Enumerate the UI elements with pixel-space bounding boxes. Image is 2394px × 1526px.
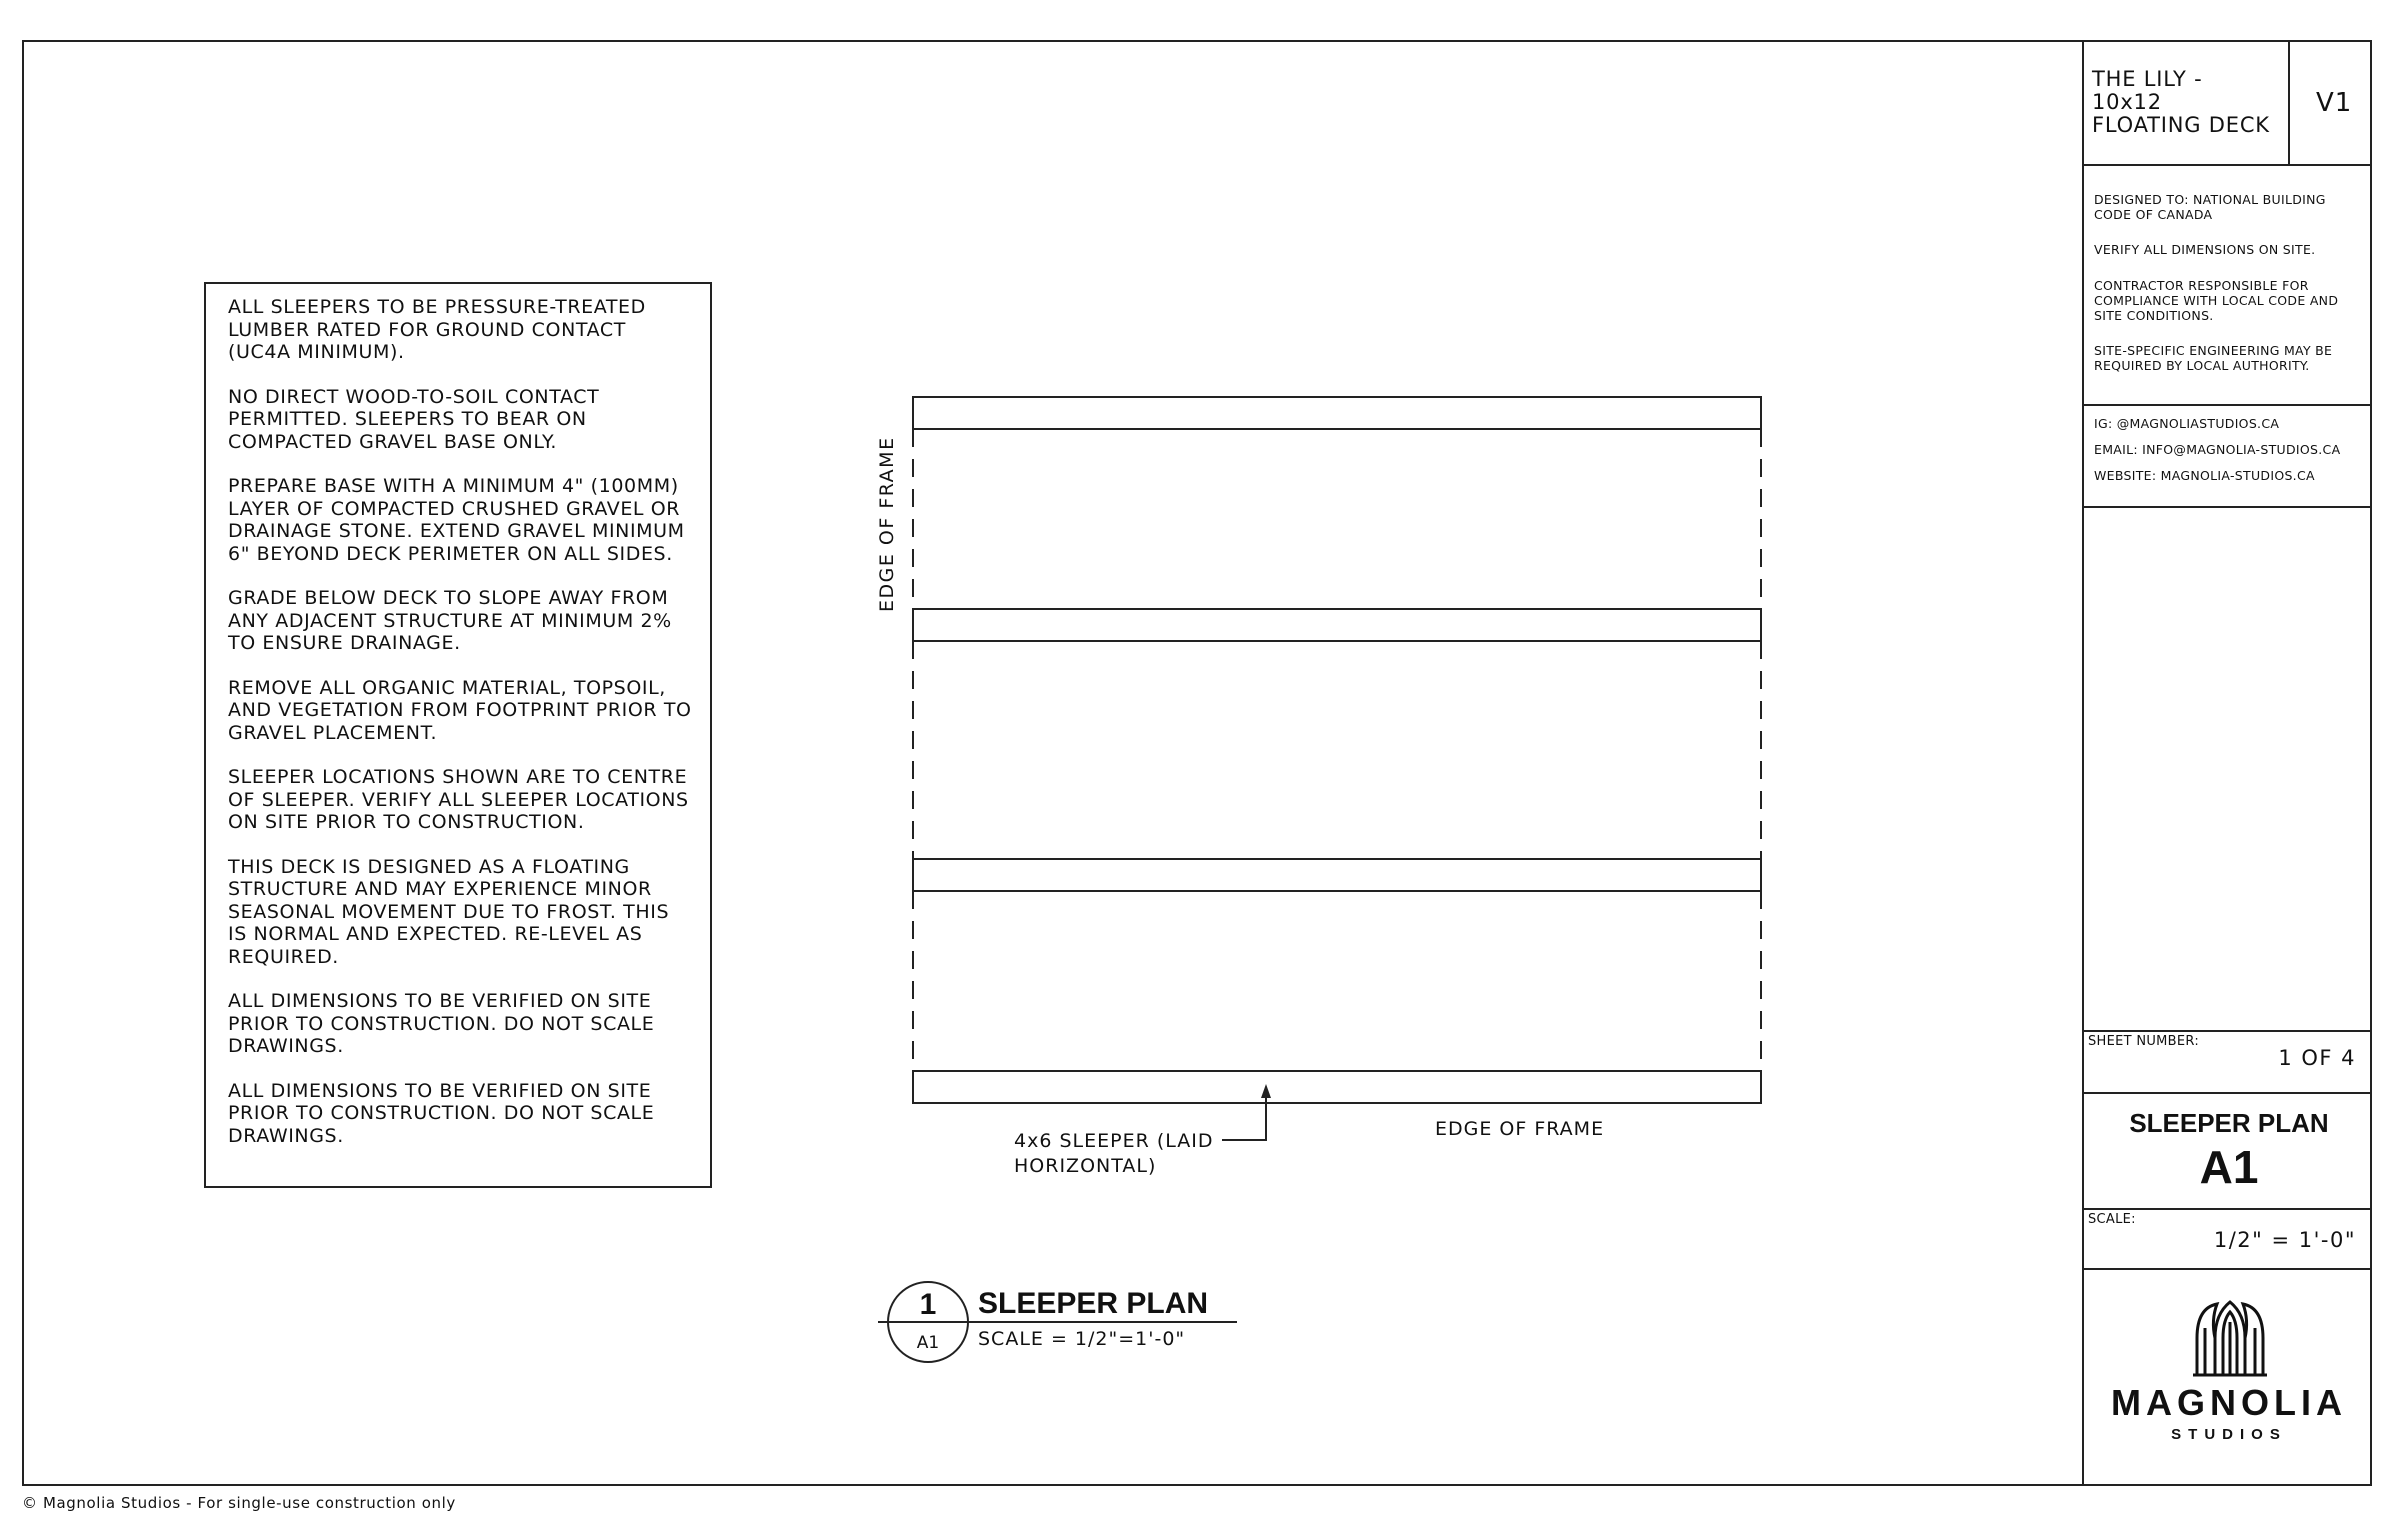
note-9: ALL DIMENSIONS TO BE VERIFIED ON SITE PRIOR TO CONSTRUCTION. DO NOT SCALE DRAWINGS. <box>228 1079 655 1147</box>
tb-note-2: VERIFY ALL DIMENSIONS ON SITE. <box>2094 242 2316 257</box>
project-title-line1: THE LILY - <box>2092 67 2203 91</box>
note-3: PREPARE BASE WITH A MINIMUM 4" (100MM) LAYER OF COMPACTED CRUSHED GRAVEL OR DRAINAGE STONE. EXTEND GRAVEL MINIMUM 6" BEYOND DECK PERIMETER ON ALL SIDES. <box>228 475 685 565</box>
sleeper-4 <box>913 1071 1761 1103</box>
sleeper-3 <box>913 859 1761 891</box>
divider-line <box>2084 404 2372 406</box>
callout-scale: SCALE = 1/2"=1'-0" <box>978 1328 1186 1350</box>
sleeper-label-line2: HORIZONTAL) <box>1014 1155 1157 1177</box>
sheet-id: A1 <box>2199 1141 2259 1193</box>
divider-line <box>2084 506 2372 508</box>
logo-name: MAGNOLIA <box>2111 1382 2347 1423</box>
divider-line <box>2084 1268 2372 1270</box>
divider-line <box>2084 1030 2372 1032</box>
scale-value: 1/2" = 1'-0" <box>2213 1228 2356 1252</box>
divider-line <box>2084 1092 2372 1094</box>
sheet-number-value: 1 OF 4 <box>2278 1046 2356 1070</box>
version-label: V1 <box>2316 88 2353 118</box>
contact-ig: IG: @MAGNOLIASTUDIOS.CA <box>2094 416 2280 431</box>
tb-note-3: CONTRACTOR RESPONSIBLE FOR COMPLIANCE WITH LOCAL CODE AND SITE CONDITIONS. <box>2094 278 2339 323</box>
callout-number: 1 <box>919 1288 937 1321</box>
callout-title: SLEEPER PLAN <box>978 1287 1209 1320</box>
contact-website: WEBSITE: MAGNOLIA-STUDIOS.CA <box>2094 468 2315 483</box>
sleeper-1 <box>913 397 1761 429</box>
edge-of-frame-side-label: EDGE OF FRAME <box>876 436 898 612</box>
contact-email: EMAIL: INFO@MAGNOLIA-STUDIOS.CA <box>2094 442 2341 457</box>
note-5: REMOVE ALL ORGANIC MATERIAL, TOPSOIL, AND VEGETATION FROM FOOTPRINT PRIOR TO GRAVEL PLACEMENT. <box>228 676 692 744</box>
frame-edge-lines <box>913 429 1761 1071</box>
project-title <box>2092 68 2292 137</box>
note-2: NO DIRECT WOOD-TO-SOIL CONTACT PERMITTED. SLEEPERS TO BEAR ON COMPACTED GRAVEL BASE ONLY. <box>228 385 600 453</box>
divider-line <box>2084 164 2372 166</box>
sleeper-label-line1: 4x6 SLEEPER (LAID <box>1014 1130 1214 1152</box>
sleeper-2 <box>913 609 1761 641</box>
edge-of-frame-bottom-label: EDGE OF FRAME <box>1435 1118 1605 1140</box>
title-block <box>2082 40 2372 1486</box>
footer-copyright: © Magnolia Studios - For single-use construction only <box>22 1494 456 1512</box>
project-title-line2: 10x12 <box>2092 90 2162 114</box>
magnolia-logo-icon <box>2189 1298 2271 1378</box>
project-title-line3: FLOATING DECK <box>2092 113 2270 137</box>
divider-line <box>2084 1208 2372 1210</box>
sheet-number-label: SHEET NUMBER: <box>2088 1034 2200 1049</box>
leader-arrowhead <box>1261 1084 1271 1098</box>
note-7: THIS DECK IS DESIGNED AS A FLOATING STRUCTURE AND MAY EXPERIENCE MINOR SEASONAL MOVEMENT DUE TO FROST. THIS IS NORMAL AND EXPECTED. RE-LEVEL AS REQUIRED. <box>228 855 670 968</box>
note-6: SLEEPER LOCATIONS SHOWN ARE TO CENTRE OF SLEEPER. VERIFY ALL SLEEPER LOCATIONS ON SITE PRIOR TO CONSTRUCTION. <box>228 766 689 833</box>
sheet-title: SLEEPER PLAN <box>2129 1108 2329 1138</box>
sleeper-leader-line <box>1222 1088 1266 1140</box>
scale-label: SCALE: <box>2088 1212 2136 1227</box>
note-1: ALL SLEEPERS TO BE PRESSURE-TREATED LUMBER RATED FOR GROUND CONTACT (UC4A MINIMUM). <box>228 296 646 363</box>
logo-subtitle: STUDIOS <box>2171 1426 2287 1443</box>
tb-note-1: DESIGNED TO: NATIONAL BUILDING CODE OF CANADA <box>2094 192 2326 222</box>
note-8: ALL DIMENSIONS TO BE VERIFIED ON SITE PRIOR TO CONSTRUCTION. DO NOT SCALE DRAWINGS. <box>228 990 655 1057</box>
tb-note-4: SITE-SPECIFIC ENGINEERING MAY BE REQUIRED BY LOCAL AUTHORITY. <box>2094 343 2333 373</box>
note-4: GRADE BELOW DECK TO SLOPE AWAY FROM ANY ADJACENT STRUCTURE AT MINIMUM 2% TO ENSURE DRAINAGE. <box>228 587 672 654</box>
callout-sheet: A1 <box>916 1333 940 1353</box>
